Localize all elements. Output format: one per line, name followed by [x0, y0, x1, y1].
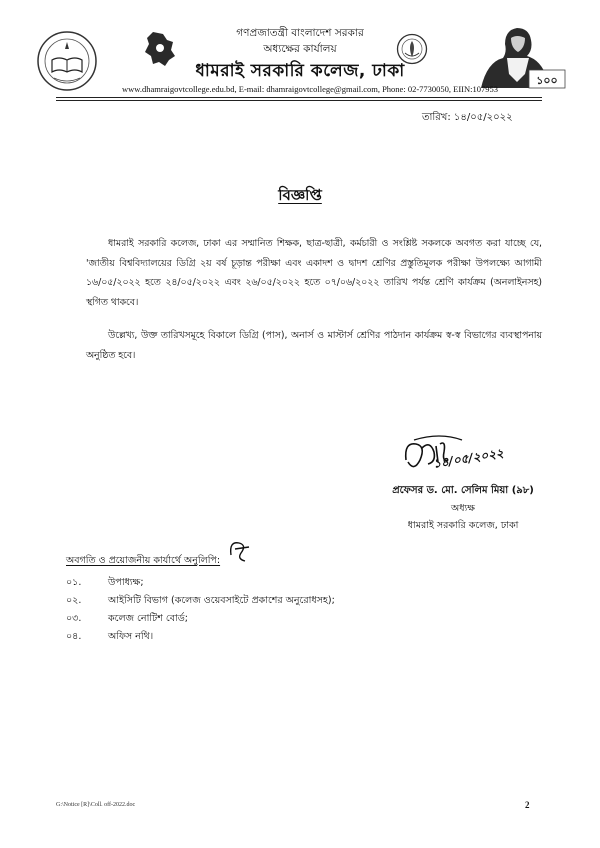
header-divider: [56, 97, 542, 98]
copy-item-text: অফিস নথি।: [108, 631, 154, 642]
initials-mark: [225, 535, 255, 565]
copy-list-item: [66, 612, 188, 627]
copy-item-number: ০৩.: [66, 613, 82, 624]
file-path-footer: G:\Notice [R]\Coll. off-2022.doc: [56, 802, 136, 808]
copy-list-item: [66, 594, 335, 609]
page-number: 2: [525, 800, 530, 810]
signatory-college: ধামরাই সরকারি কলেজ, ঢাকা: [407, 520, 519, 531]
notice-date: তারিখ: ১৪/০৫/২০২২: [422, 112, 513, 123]
copy-item-number: ০৪.: [66, 631, 82, 642]
handwritten-date: ১৪/০৫/২০২২: [432, 445, 505, 471]
copy-list-item: [66, 576, 144, 591]
copy-list-item: [66, 630, 153, 645]
svg-text:১০০: ১০০: [536, 74, 558, 87]
copy-list-header: অবগতি ও প্রয়োজনীয় কার্যার্থে অনুলিপি:: [66, 555, 221, 566]
notice-paragraph-1: ধামরাই সরকারি কলেজ, ঢাকা এর সম্মানিত শিক্ষক, ছাত্র-ছাত্রী, কর্মচারী ও সংশ্লিষ্ট সকলকে অবগত করা যাচ্ছে যে, 'জাতীয় বিশ্ববিদ্যালয়ের ডিগ্রি ২য় বর্ষ চূড়ান্ত পরীক্ষা এবং একাদশ ও দ্বাদশ শ্রেণির প্রস্তুতিমূলক পরীক্ষা উপলক্ষ্যে আগামী ১৬/০৫/২০২২ হতে ২৪/০৫/২০২২ এবং ২৬/০৫/২০২২ হতে ০৭/০৬/২০২২ তারিখ পর্যন্ত শ্রেণি কার্যক্রম (অনলাইনসহ) স্থগিত থাকবে।: [86, 238, 542, 308]
contact-line: www.dhamraigovtcollege.edu.bd, E-mail: dhamraigovtcollege@gmail.com, Phone: 02-7730050, EIIN:107953: [122, 84, 498, 94]
notice-paragraph-2: উল্লেখ্য, উক্ত তারিখসমূহে বিকালে ডিগ্রি (পাস), অনার্স ও মাস্টার্স শ্রেণির পাঠদান কার্যক্রম স্ব-স্ব বিভাগের ব্যবস্থাপনায় অনুষ্ঠিত হবে।: [86, 330, 542, 361]
signatory-name: প্রফেসর ড. মো. সেলিম মিয়া (৯৮): [392, 485, 534, 496]
copy-item-number: ০১.: [66, 577, 82, 588]
copy-item-text: আইসিটি বিভাগ (কলেজ ওয়েবসাইটে প্রকাশের অনুরোধসহ);: [108, 595, 335, 606]
signatory-designation: অধ্যক্ষ: [450, 503, 475, 514]
copy-item-text: কলেজ নোটিশ বোর্ড;: [108, 613, 188, 624]
notice-title: [0, 184, 600, 209]
copy-item-text: উপাধ্যক্ষ;: [108, 577, 144, 588]
office-name: অধ্যক্ষের কার্যালয়: [263, 43, 337, 55]
government-name: গণপ্রজাতন্ত্রী বাংলাদেশ সরকার: [236, 27, 364, 39]
header-divider-thin: [56, 100, 542, 101]
college-name: ধামরাই সরকারি কলেজ, ঢাকা: [195, 61, 405, 81]
copy-item-number: ০২.: [66, 595, 82, 606]
notice-title-text: বিজ্ঞপ্তি: [278, 186, 322, 204]
